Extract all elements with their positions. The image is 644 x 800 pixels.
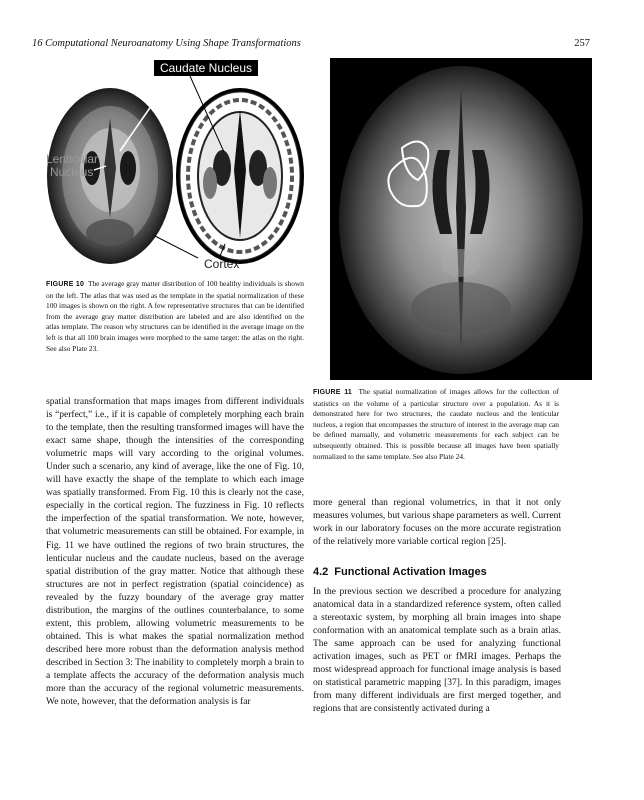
figure-11 xyxy=(330,58,592,380)
right-column-bottom-text: In the previous section we described a procedure for analyzing anatomical data in a standardized reference system, often called a stereotaxic system, by morphing all brain images into shape conformation with an anatomical template such as a brain atlas. The same approach can be used for analyzing functional activation images, such as PET or fMRI images. Perhaps the most widespread approach for functional image analysis is based on statistical parametric mapping [37]. In this paradigm, images from many different individuals are first merged together, and regions that are consistently activated during a xyxy=(313,587,561,715)
left-column-text: spatial transformation that maps images from different individuals is “perfect,” i.e., if it is capable of completely morphing each brain to the template, then the resulting transformed images will have the exact same shape, though the intensities of the corresponding volumetric maps will vary according to the original volumes. Under such a scenario, any kind of average, like the one of Fig. 10, will have exactly the shape of the template to which each image was spatially transformed. From Fig. 10 this is clearly not the case, especially in the cortical region. The fuzziness in Fig. 10 reflects the imperfection of the spatial transformation. We note, however, that volumetric measurements can still be obtained. For example, in Fig. 11 we have outlined the regions of two brain structures, the lenticular nucleus and the caudate nucleus, based on the average spatial distribution of the gray matter. Notice that although these structures are not in perfect registration (spatial coincidence) as revealed by the fuzzy boundary of the average gray matter distribution, the margins of the outlines counterbalance, to some extent, this problem, allowing volumetric measurements to be obtained. This is what makes the spatial normalization method described here more robust than the deformation analysis method described in Section 3: The inability to completely morph a brain to a template affects the accuracy of the deformation analysis much more than the accuracy of the regional volumetric measurements. We note, however, that the deformation analysis is far xyxy=(46,397,304,708)
figure-11-label: FIGURE 11 xyxy=(313,389,352,396)
cortex-label: Cortex xyxy=(204,257,240,271)
figure-10-label: FIGURE 10 xyxy=(46,281,85,288)
figure-11-caption xyxy=(313,387,559,462)
running-title: 16 Computational Neuroanatomy Using Shape Transformations xyxy=(32,38,301,49)
figure-10-caption xyxy=(46,279,304,354)
figure-11-caption-text: The spatial normalization of images allows for the collection of statistics on the volume of a particular structure over a population. As it is demonstrated here for two structures, the caudate nucleus and the lenticular nucleus, a region that encompasses the structure of interest in the average map can be defined manually, and volumetric measurements for each subject can be subsequently obtained. This is possible because all images have been spatially normalized to the same template. See also Plate 24. xyxy=(313,387,559,461)
section-title: Functional Activation Images xyxy=(334,566,487,578)
page-number: 257 xyxy=(574,38,590,49)
lenticular-label-2: Nucleus xyxy=(50,165,94,179)
running-header xyxy=(32,38,590,52)
right-column-top-text: more general than regional volumetrics, in that it not only measures volumes, but various shape parameters as well. Current work in our laboratory focuses on the more accurate registration of the relatively more variable cortical region [25]. xyxy=(313,498,561,548)
section-number: 4.2 xyxy=(313,566,329,578)
lenticular-label-1: Lenticular xyxy=(46,152,99,166)
caudate-label: Caudate Nucleus xyxy=(159,61,253,75)
section-heading xyxy=(313,566,493,578)
figure-10 xyxy=(40,58,308,273)
figure-10-caption-text: The average gray matter distribution of 100 healthy individuals is shown on the left. The atlas that was used as the template in the spatial normalization of these 100 images is shown on the right. A few representative structures that can be identified from the average gray matter distribution are labeled and are also identified on the atlas template. The reason why structures can be identified in the average image on the left is that all 100 brain images were morphed to the same target: the atlas on the right. See also Plate 23. xyxy=(46,279,304,353)
atlas-template-image xyxy=(176,88,304,264)
average-gray-matter-image xyxy=(330,58,592,380)
